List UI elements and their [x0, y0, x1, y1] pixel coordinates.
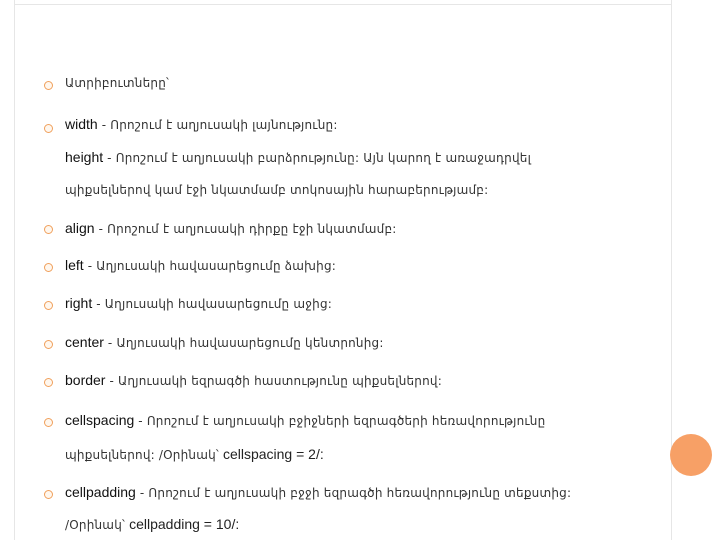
- attr-description: - Աղյուսակի եզրագծի հաստությունը պիքսելներով:: [105, 374, 442, 388]
- attr-keyword: left: [65, 257, 84, 273]
- attr-description: - Որոշում է աղյուսակի դիրքը էջի նկատմամբ:: [94, 222, 397, 236]
- attr-description-cont: /Օրինակ՝: [65, 518, 130, 532]
- attr-keyword: cellspacing: [65, 412, 135, 428]
- heading-text: Ատրիբուտները՝: [65, 76, 170, 90]
- example-value: = 10/:: [199, 516, 240, 532]
- attr-description: - Աղյուսակի հավասարեցումը աջից:: [92, 297, 332, 311]
- example-keyword: cellpadding: [129, 516, 200, 532]
- attr-keyword: cellpadding: [65, 484, 136, 500]
- attr-description: - Որոշում է աղյուսակի բջիջների եզրագծերի հեռավորությունը: [134, 414, 546, 428]
- bullet-icon: [44, 124, 53, 133]
- example-keyword: cellspacing: [222, 446, 293, 462]
- attr-keyword: right: [65, 295, 93, 311]
- attr-description: - Աղյուսակի հավասարեցումը ձախից:: [83, 259, 336, 273]
- attr-keyword: height: [65, 149, 104, 165]
- attr-description: - Աղյուսակի հավասարեցումը կենտրոնից:: [103, 336, 384, 350]
- bullet-icon: [44, 81, 53, 90]
- attr-description-cont: պիքսելներով կամ էջի նկատմամբ տոկոսային հարաբերությամբ:: [65, 183, 489, 197]
- bullet-icon: [44, 490, 53, 499]
- bullet-icon: [44, 378, 53, 387]
- bullet-icon: [44, 225, 53, 234]
- bullet-icon: [44, 263, 53, 272]
- attr-description: - Որոշում է աղյուսակի բարձրությունը: Այն կարող է առաջադրվել: [103, 151, 532, 165]
- attr-description-cont: պիքսելներով: /Օրինակ՝: [65, 448, 223, 462]
- example-value: = 2/:: [292, 446, 324, 462]
- attr-keyword: center: [65, 334, 104, 350]
- attr-keyword: border: [65, 372, 106, 388]
- attr-keyword: width: [65, 116, 98, 132]
- bullet-icon: [44, 418, 53, 427]
- attr-description: - Որոշում է աղյուսակի բջջի եզրագծի հեռավորությունը տեքստից:: [135, 486, 572, 500]
- bullet-icon: [44, 340, 53, 349]
- bullet-icon: [44, 301, 53, 310]
- attr-keyword: align: [65, 220, 95, 236]
- attr-description: - Որոշում է աղյուսակի լայնությունը:: [97, 118, 338, 132]
